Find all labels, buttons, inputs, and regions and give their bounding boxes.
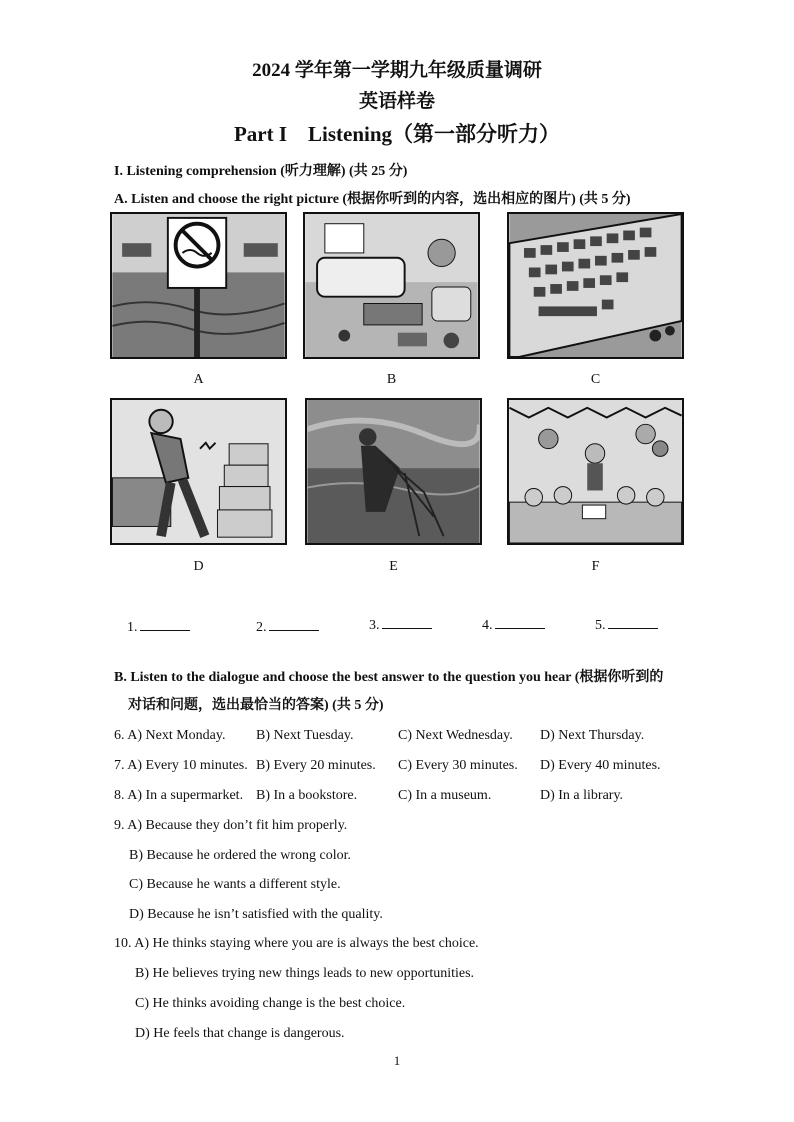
- q8-option-b[interactable]: B) In a bookstore.: [256, 788, 358, 803]
- picture-label-c: C: [590, 372, 601, 387]
- part-title: Part I Listening（第一部分听力）: [233, 122, 561, 146]
- section-b-heading-line2: 对话和问题，选出最恰当的答案) (共 5 分): [128, 698, 384, 713]
- q9-option-c[interactable]: C) Because he wants a different style.: [129, 877, 341, 892]
- q6-option-c[interactable]: C) Next Wednesday.: [398, 728, 513, 743]
- picture-d: [110, 398, 287, 545]
- blank-number: 5.: [595, 618, 606, 633]
- section-a-heading: A. Listen and choose the right picture (根据你听到的内容，选出相应的图片) (共 5 分): [114, 192, 631, 207]
- exam-subtitle: 英语样卷: [358, 91, 435, 112]
- exam-title: 2024 学年第一学期九年级质量调研: [252, 60, 542, 81]
- answer-blank[interactable]: [595, 616, 658, 634]
- q6-option-a[interactable]: 6. A) Next Monday.: [114, 728, 226, 743]
- answer-blank[interactable]: [369, 616, 432, 634]
- picture-c: [507, 212, 684, 359]
- q7-option-b[interactable]: B) Every 20 minutes.: [256, 758, 376, 773]
- picture-label-d: D: [193, 559, 204, 574]
- picture-label-f: F: [591, 559, 600, 574]
- q10-option-b[interactable]: B) He believes trying new things leads to new opportunities.: [135, 966, 475, 981]
- q9-option-b[interactable]: B) Because he ordered the wrong color.: [129, 848, 351, 863]
- blank-number: 4.: [482, 618, 493, 633]
- q8-option-c[interactable]: C) In a museum.: [398, 788, 492, 803]
- picture-e: [305, 398, 482, 545]
- answer-blank[interactable]: [482, 616, 545, 634]
- blank-line[interactable]: [269, 618, 319, 631]
- section-i-heading: I. Listening comprehension (听力理解) (共 25 分): [114, 164, 408, 179]
- q6-option-b[interactable]: B) Next Tuesday.: [256, 728, 354, 743]
- keyboard-icon: [509, 214, 682, 357]
- blank-line[interactable]: [140, 618, 190, 631]
- back-pain-icon: [112, 400, 285, 543]
- picture-label-e: E: [389, 559, 398, 574]
- q7-option-c[interactable]: C) Every 30 minutes.: [398, 758, 518, 773]
- blank-number: 2.: [256, 620, 267, 635]
- picture-label-b: B: [386, 372, 397, 387]
- blank-number: 3.: [369, 618, 380, 633]
- classroom-party-icon: [509, 400, 682, 543]
- no-swimming-sign-icon: [112, 214, 285, 357]
- q6-option-d[interactable]: D) Next Thursday.: [540, 728, 645, 743]
- q8-option-d[interactable]: D) In a library.: [540, 788, 624, 803]
- blank-line[interactable]: [495, 616, 545, 629]
- q10-option-a[interactable]: 10. A) He thinks staying where you are is always the best choice.: [114, 936, 479, 951]
- blank-line[interactable]: [608, 616, 658, 629]
- blank-number: 1.: [127, 620, 138, 635]
- picture-label-a: A: [193, 372, 204, 387]
- q9-option-a[interactable]: 9. A) Because they don’t fit him properly.: [114, 818, 348, 833]
- picture-b: [303, 212, 480, 359]
- picture-a: [110, 212, 287, 359]
- q9-option-d[interactable]: D) Because he isn’t satisfied with the quality.: [129, 907, 383, 922]
- q10-option-c[interactable]: C) He thinks avoiding change is the best choice.: [135, 996, 406, 1011]
- answer-blank[interactable]: [256, 618, 319, 636]
- q7-option-a[interactable]: 7. A) Every 10 minutes.: [114, 758, 248, 773]
- section-b-heading-line1: B. Listen to the dialogue and choose the best answer to the question you hear (根据你听到的: [114, 670, 664, 685]
- q7-option-d[interactable]: D) Every 40 minutes.: [540, 758, 661, 773]
- fishing-net-icon: [307, 400, 480, 543]
- answer-blank[interactable]: [127, 618, 190, 636]
- page-number: 1: [393, 1053, 401, 1068]
- q10-option-d[interactable]: D) He feels that change is dangerous.: [135, 1026, 345, 1041]
- picture-f: [507, 398, 684, 545]
- q8-option-a[interactable]: 8. A) In a supermarket.: [114, 788, 244, 803]
- messy-living-room-icon: [305, 214, 478, 357]
- blank-line[interactable]: [382, 616, 432, 629]
